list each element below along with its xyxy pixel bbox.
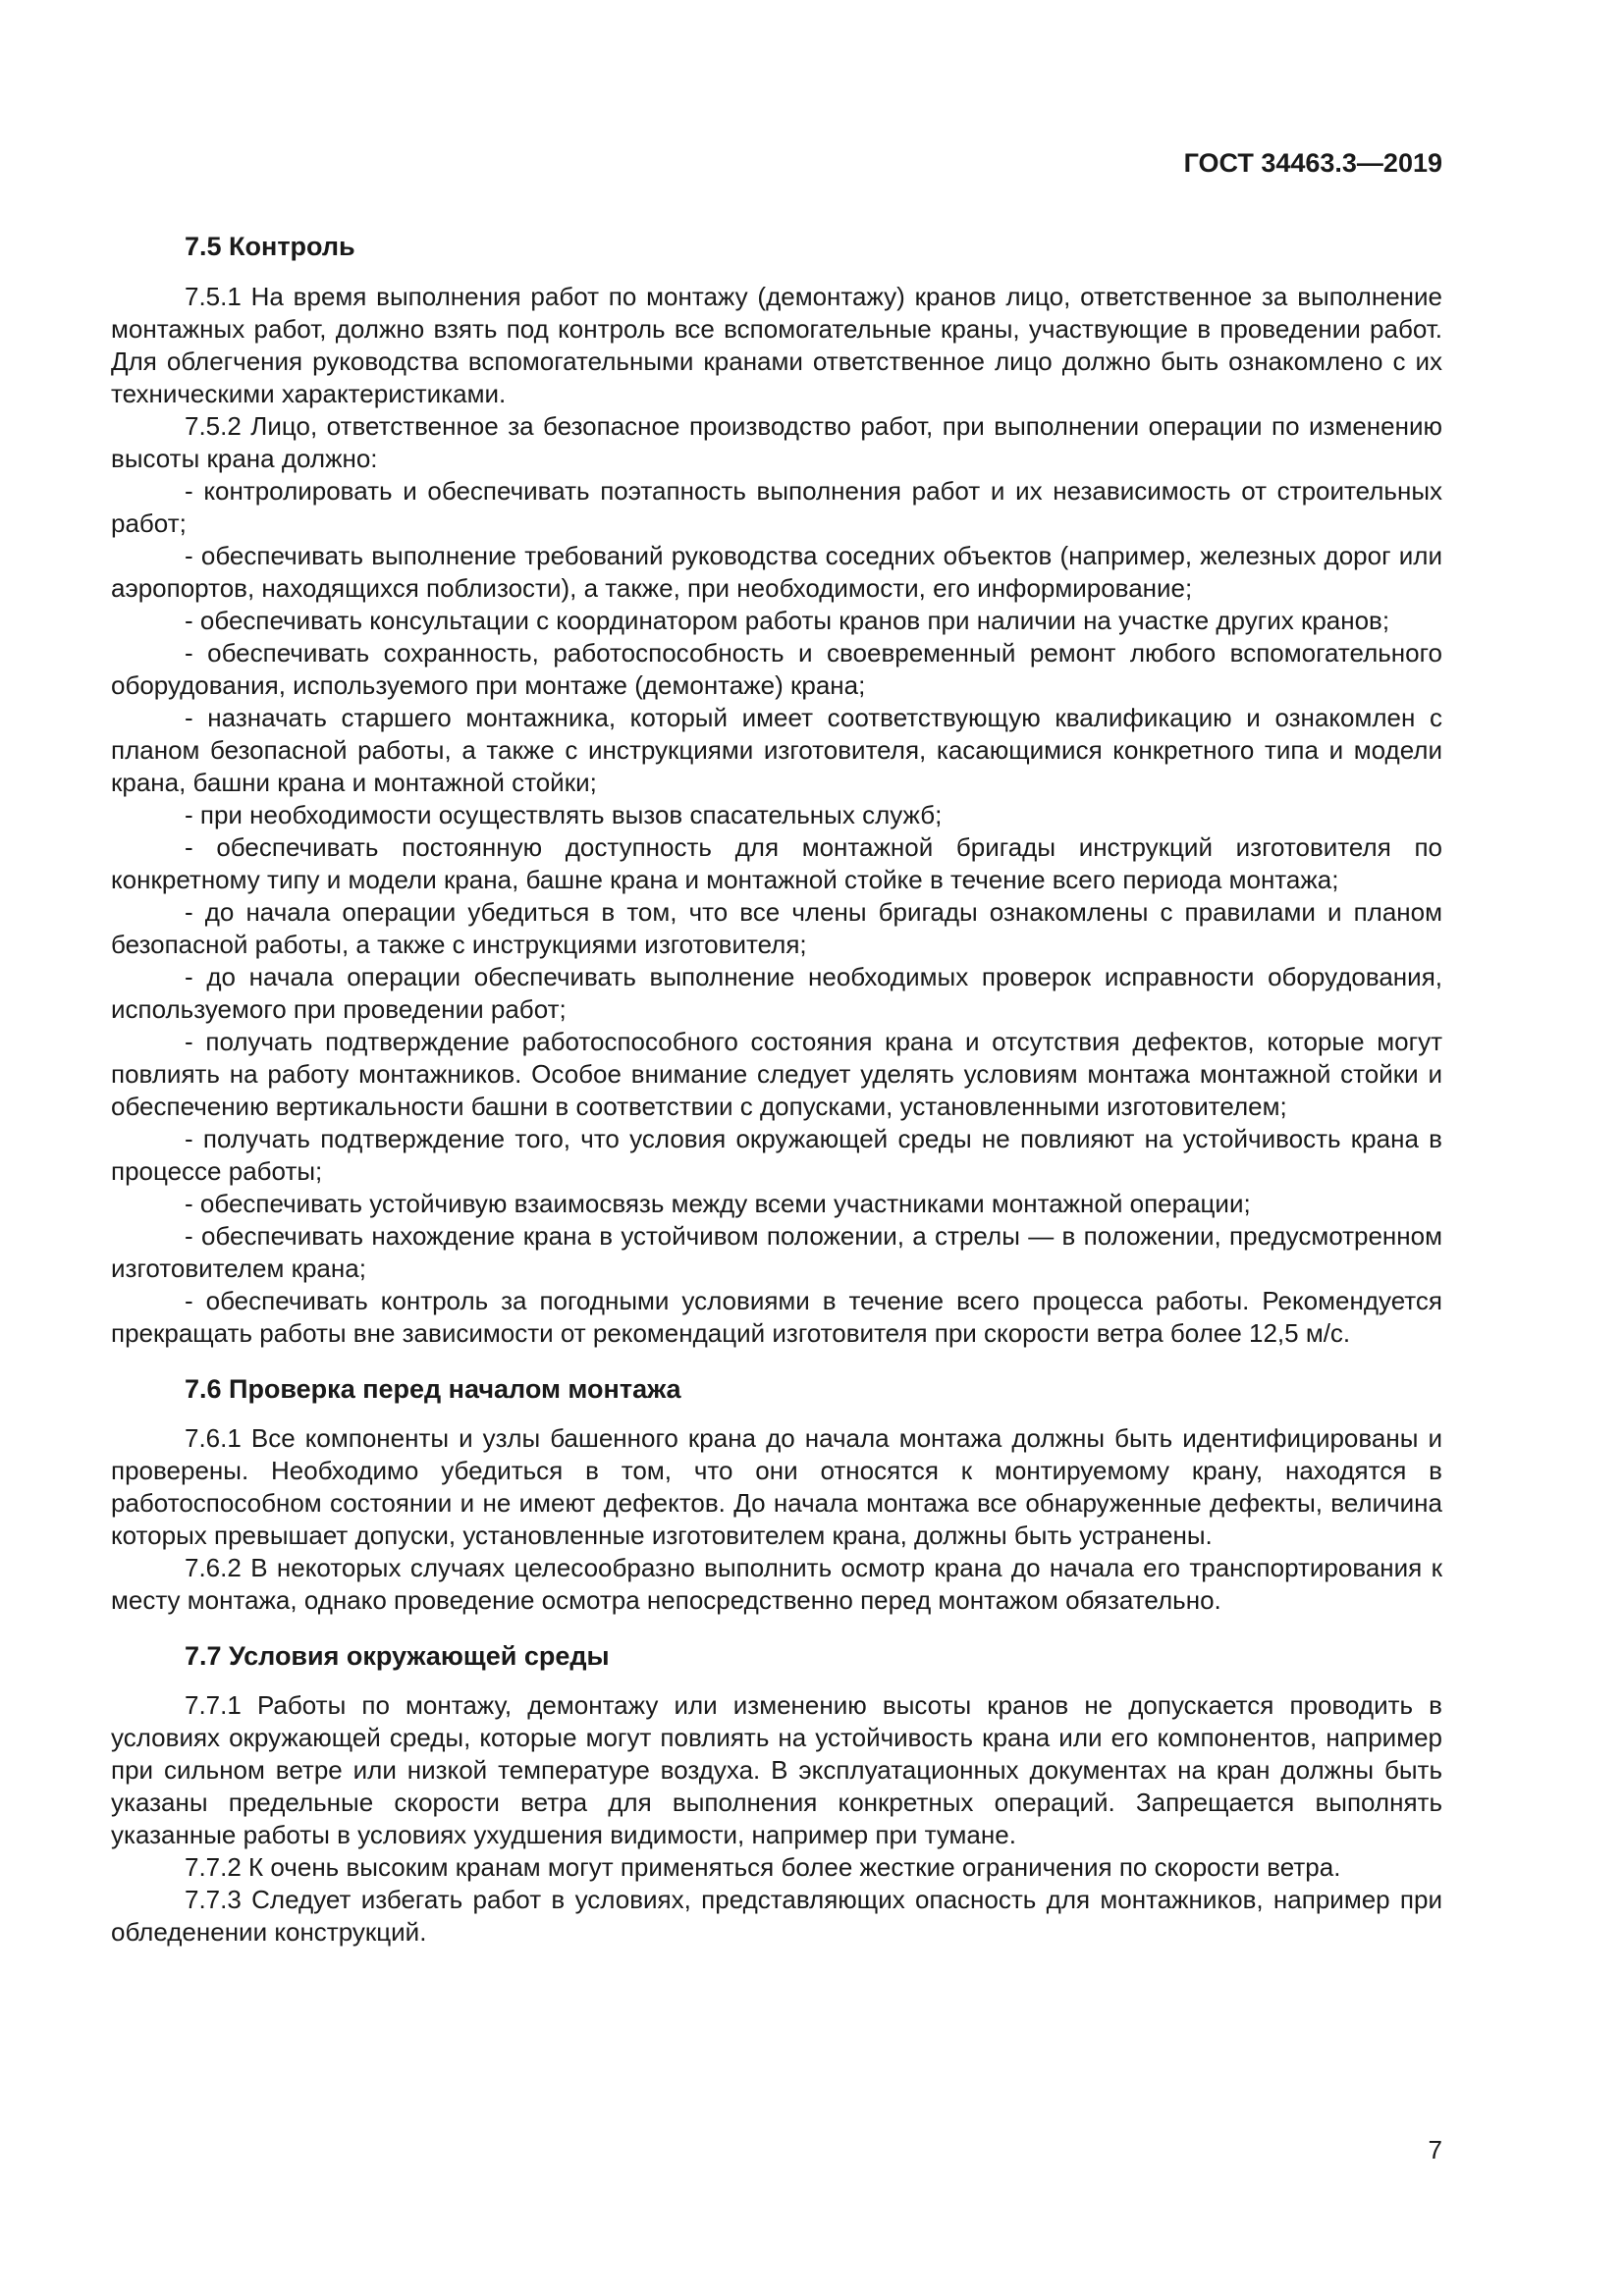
- paragraph-7-7-3: 7.7.3 Следует избегать работ в условиях, представляющих опасность для монтажников, например при обледенении конструкций.: [111, 1885, 1442, 1947]
- list-item: - получать подтверждение того, что условия окружающей среды не повлияют на устойчивость крана в процессе работы;: [111, 1124, 1442, 1186]
- paragraph-7-6-1: 7.6.1 Все компоненты и узлы башенного крана до начала монтажа должны быть идентифицированы и проверены. Необходимо убедиться в том, что они относятся к монтируемому крану, находятся в работоспособном состоянии и не имеют дефектов. До начала монтажа все обнаруженные дефекты, величина которых превышает допуски, установленные изготовителем крана, должны быть устранены.: [111, 1423, 1442, 1550]
- list-item: - обеспечивать консультации с координатором работы кранов при наличии на участке других кранов;: [185, 606, 1390, 635]
- list-item: - обеспечивать постоянную доступность для монтажной бригады инструкций изготовителя по конкретному типу и модели крана, башне крана и монтажной стойке в течение всего периода монтажа;: [111, 832, 1442, 894]
- paragraph-7-5-2: 7.5.2 Лицо, ответственное за безопасное производство работ, при выполнении операции по изменению высоты крана должно:: [111, 411, 1442, 473]
- list-item: - получать подтверждение работоспособного состояния крана и отсутствия дефектов, которые могут повлиять на работу монтажников. Особое внимание следует уделять условиям монтажа монтажной стойки и обеспечению вертикальности башни в соответствии с допусками, установленными изготовителем;: [111, 1027, 1442, 1121]
- list-item: - контролировать и обеспечивать поэтапность выполнения работ и их независимость от строительных работ;: [111, 476, 1442, 538]
- page-number: 7: [1428, 2135, 1442, 2164]
- list-item: - до начала операции убедиться в том, что все члены бригады ознакомлены с правилами и планом безопасной работы, а также с инструкциями изготовителя;: [111, 897, 1442, 959]
- list-item: - обеспечивать контроль за погодными условиями в течение всего процесса работы. Рекомендуется прекращать работы вне зависимости от рекомендаций изготовителя при скорости ветра более 12,5 м/с.: [111, 1286, 1442, 1348]
- paragraph-7-7-1: 7.7.1 Работы по монтажу, демонтажу или изменению высоты кранов не допускается проводить в условиях окружающей среды, которые могут повлиять на устойчивость крана или его компонентов, например при сильном ветре или низкой температуре воздуха. В эксплуатационных документах на кран должны быть указаны предельные скорости ветра для выполнения конкретных операций. Запрещается выполнять указанные работы в условиях ухудшения видимости, например при тумане.: [111, 1690, 1442, 1849]
- paragraph-7-5-1: 7.5.1 На время выполнения работ по монтажу (демонтажу) кранов лицо, ответственное за выполнение монтажных работ, должно взять под контроль все вспомогательные краны, участвующие в проведении работ. Для облегчения руководства вспомогательными кранами ответственное лицо должно быть ознакомлено с их техническими характеристиками.: [111, 282, 1442, 408]
- document-code-header: ГОСТ 34463.3—2019: [1183, 148, 1442, 178]
- list-item: - при необходимости осуществлять вызов спасательных служб;: [185, 800, 943, 829]
- list-item: - обеспечивать сохранность, работоспособность и своевременный ремонт любого вспомогательного оборудования, используемого при монтаже (демонтаже) крана;: [111, 638, 1442, 700]
- paragraph-7-7-2: 7.7.2 К очень высоким кранам могут применяться более жесткие ограничения по скорости ветра.: [185, 1852, 1341, 1882]
- list-item: - обеспечивать выполнение требований руководства соседних объектов (например, железных дорог или аэропортов, находящихся поблизости), а также, при необходимости, его информирование;: [111, 541, 1442, 603]
- paragraph-7-6-2: 7.6.2 В некоторых случаях целесообразно выполнить осмотр крана до начала его транспортирования к месту монтажа, однако проведение осмотра непосредственно перед монтажом обязательно.: [111, 1553, 1442, 1615]
- list-item: - до начала операции обеспечивать выполнение необходимых проверок исправности оборудования, используемого при проведении работ;: [111, 962, 1442, 1024]
- section-title-7-6: 7.6 Проверка перед началом монтажа: [185, 1374, 681, 1404]
- list-item: - назначать старшего монтажника, который имеет соответствующую квалификацию и ознакомлен с планом безопасной работы, а также с инструкциями изготовителя, касающимися конкретного типа и модели крана, башни крана и монтажной стойки;: [111, 703, 1442, 797]
- section-title-7-7: 7.7 Условия окружающей среды: [185, 1641, 610, 1671]
- list-item: - обеспечивать нахождение крана в устойчивом положении, а стрелы — в положении, предусмотренном изготовителем крана;: [111, 1221, 1442, 1283]
- section-title-7-5: 7.5 Контроль: [185, 232, 355, 261]
- list-item: - обеспечивать устойчивую взаимосвязь между всеми участниками монтажной операции;: [185, 1189, 1251, 1218]
